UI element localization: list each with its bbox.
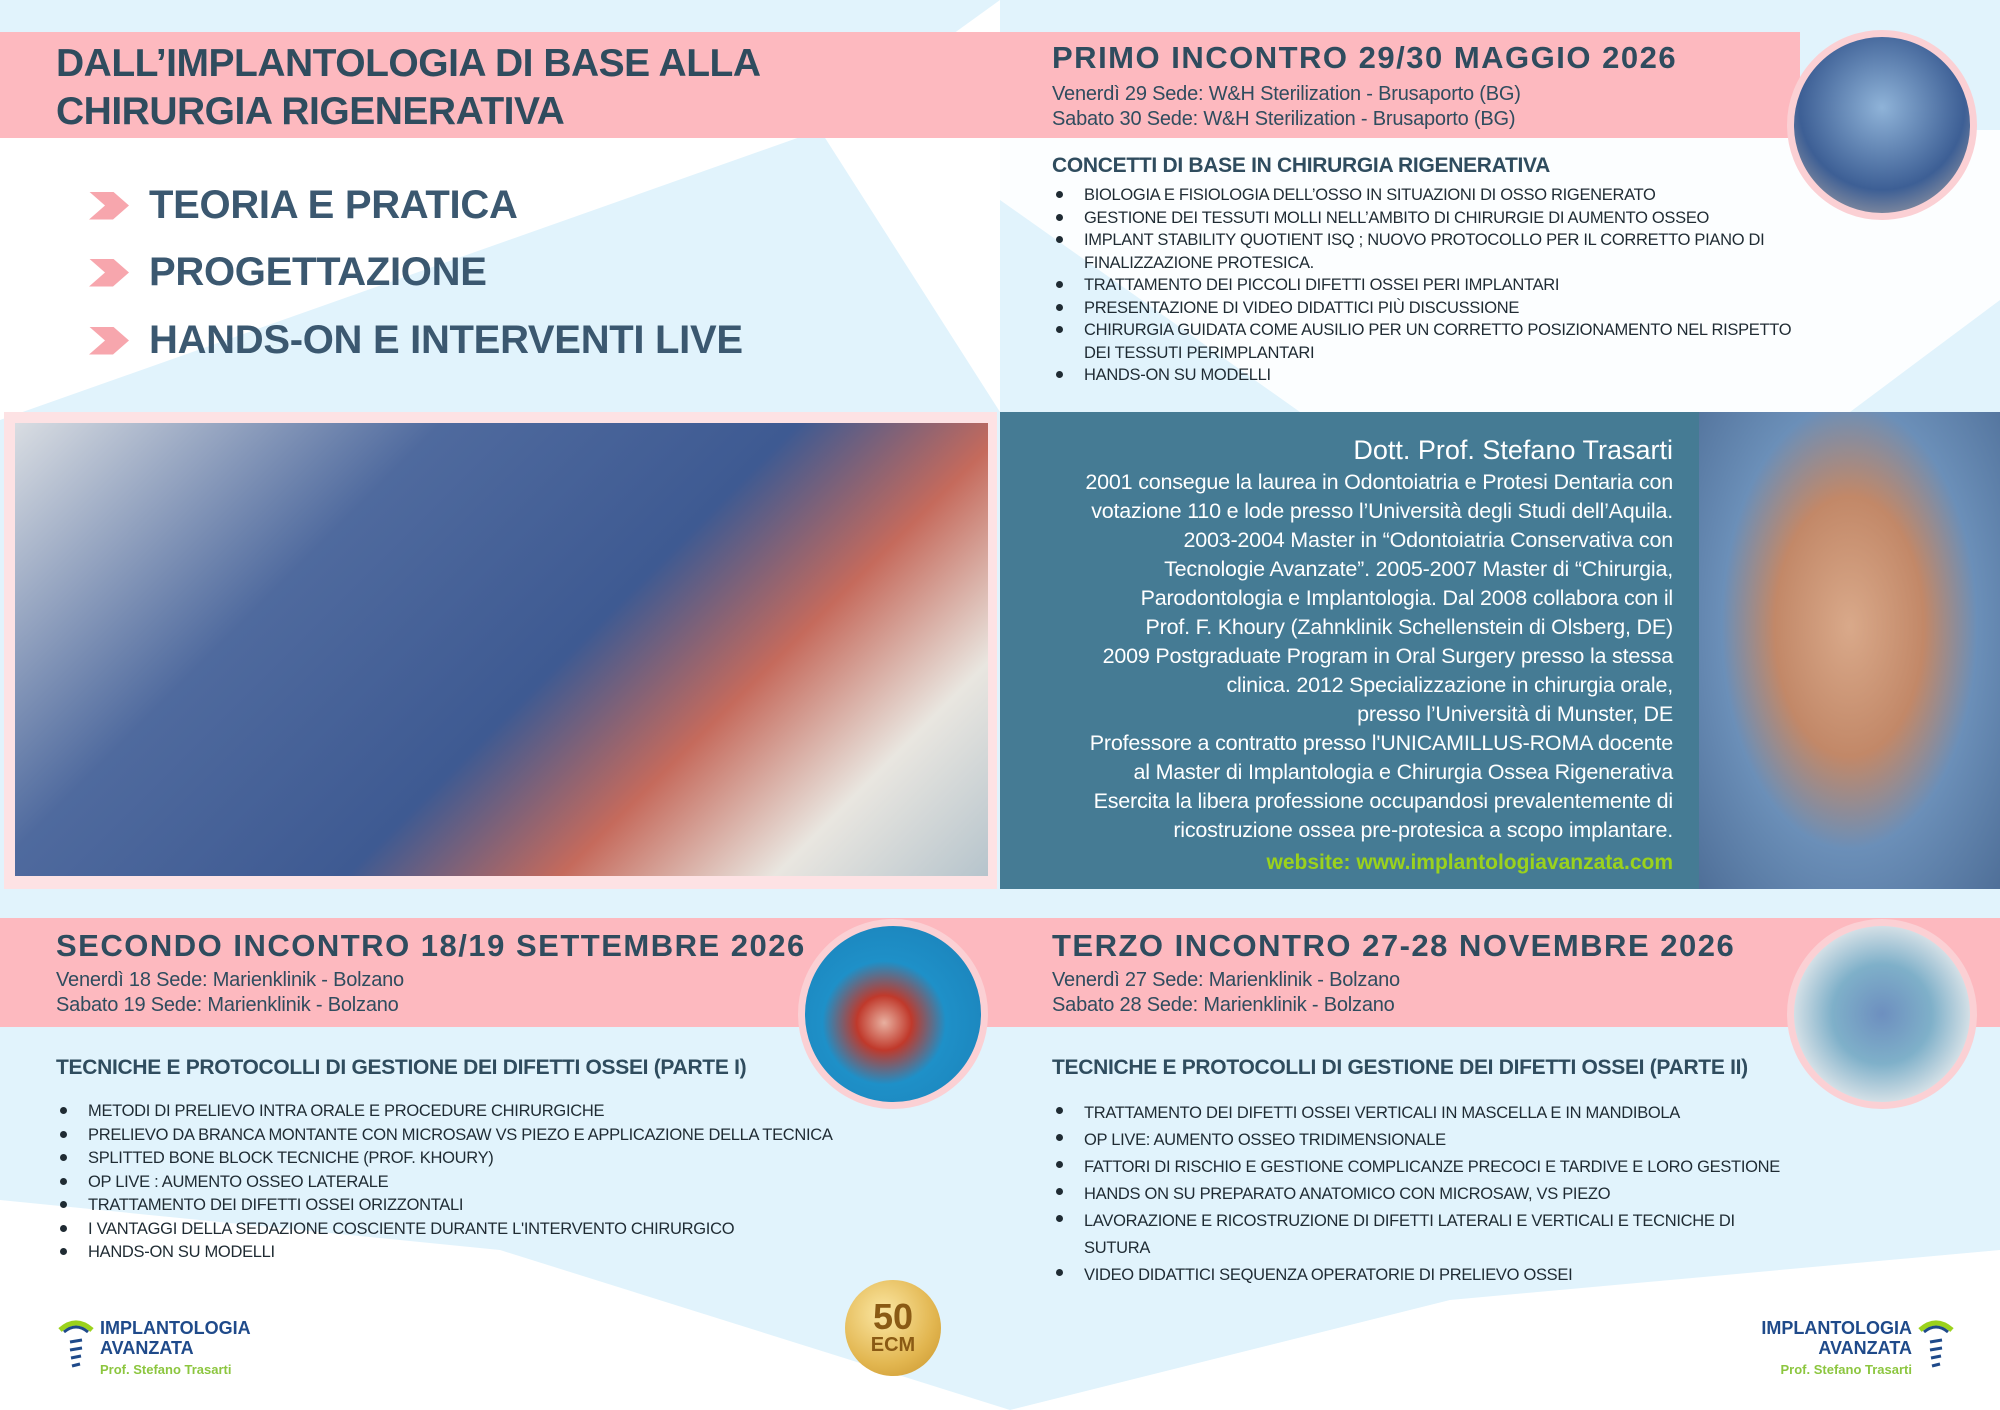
photo-frame (4, 412, 997, 889)
topic-list (1052, 184, 1812, 387)
bio-line: clinica. 2012 Specializzazione in chirurgia orale, (1226, 673, 1673, 697)
meeting-date: Sabato 28 Sede: Marienklinik - Bolzano (1052, 994, 1395, 1016)
list-item: CHIRURGIA GUIDATA COME AUSILIO PER UN CORRETTO POSIZIONAMENTO NEL RISPETTO DEI TESSUTI PERIMPLANTARI (1052, 319, 1812, 364)
title-line: DALL’IMPLANTOLOGIA DI BASE ALLA (56, 42, 761, 85)
logo-text: AVANZATA (1818, 1338, 1912, 1358)
implant-logo-icon (56, 1318, 96, 1378)
bio-line: Professore a contratto presso l'UNICAMILLUS-ROMA docente (1089, 731, 1673, 755)
feature-design (89, 250, 487, 295)
meeting-date: Sabato 19 Sede: Marienklinik - Bolzano (56, 994, 399, 1016)
list-item: FATTORI DI RISCHIO E GESTIONE COMPLICANZE PRECOCI E TARDIVE E LORO GESTIONE (1052, 1154, 1792, 1181)
list-item: SPLITTED BONE BLOCK TECNICHE (PROF. KHOURY) (56, 1147, 846, 1171)
list-item: IMPLANT STABILITY QUOTIENT ISQ ; NUOVO PROTOCOLLO PER IL CORRETTO PIANO DI FINALIZZAZIONE PROTESICA. (1052, 229, 1812, 274)
topic-list (56, 1100, 846, 1265)
meeting-topic: TECNICHE E PROTOCOLLI DI GESTIONE DEI DIFETTI OSSEI (PARTE II) (1052, 1056, 1748, 1079)
surgery-photo-circle (1787, 30, 1977, 220)
badge-label: ECM (870, 1334, 916, 1356)
list-item: TRATTAMENTO DEI PICCOLI DIFETTI OSSEI PERI IMPLANTARI (1052, 274, 1812, 297)
doctor-portrait (1699, 412, 2000, 889)
meeting-date: Venerdì 27 Sede: Marienklinik - Bolzano (1052, 969, 1400, 991)
logo-subtitle: Prof. Stefano Trasarti (100, 1362, 232, 1377)
bio-panel (1000, 412, 1699, 889)
list-item: GESTIONE DEI TESSUTI MOLLI NELL’AMBITO DI CHIRURGIE DI AUMENTO OSSEO (1052, 207, 1812, 230)
meeting-title: PRIMO INCONTRO 29/30 MAGGIO 2026 (1052, 40, 1678, 75)
bio-line: ricostruzione ossea pre-protesica a scopo implantare. (1173, 818, 1673, 842)
chevron-icon (89, 327, 129, 355)
meeting-date: Sabato 30 Sede: W&H Sterilization - Brusaporto (BG) (1052, 108, 1516, 130)
logo-text: IMPLANTOLOGIA (100, 1318, 251, 1338)
logo-text: IMPLANTOLOGIA (1761, 1318, 1912, 1338)
page-title (56, 40, 761, 136)
bio-line: Tecnologie Avanzate”. 2005-2007 Master di “Chirurgia, (1164, 557, 1673, 581)
bio-line: presso l’Università di Munster, DE (1357, 702, 1673, 726)
list-item: VIDEO DIDATTICI SEQUENZA OPERATORIE DI PRELIEVO OSSEI (1052, 1262, 1792, 1289)
bio-line: al Master di Implantologia e Chirurgia Ossea Rigenerativa (1133, 760, 1673, 784)
operating-room-photo-circle (1787, 919, 1977, 1109)
meeting-topic: TECNICHE E PROTOCOLLI DI GESTIONE DEI DIFETTI OSSEI (PARTE I) (56, 1056, 747, 1079)
bio-line: Parodontologia e Implantologia. Dal 2008 collabora con il (1140, 586, 1673, 610)
list-item: PRESENTAZIONE DI VIDEO DIDATTICI PIÙ DISCUSSIONE (1052, 297, 1812, 320)
meeting-topic: CONCETTI DI BASE IN CHIRURGIA RIGENERATIVA (1052, 154, 1551, 177)
bio-line: 2003-2004 Master in “Odontoiatria Conservativa con (1183, 528, 1673, 552)
topic-list (1052, 1100, 1792, 1289)
feature-label: TEORIA E PRATICA (149, 183, 518, 227)
meeting-date: Venerdì 18 Sede: Marienklinik - Bolzano (56, 969, 404, 991)
feature-label: HANDS-ON E INTERVENTI LIVE (149, 318, 743, 362)
list-item: HANDS-ON SU MODELLI (1052, 364, 1812, 387)
ecm-badge (845, 1280, 941, 1376)
badge-number: 50 (872, 1296, 914, 1337)
feature-label: PROGETTAZIONE (149, 250, 487, 294)
meeting-1 (1052, 40, 1812, 387)
bio-line: Prof. F. Khoury (Zahnklinik Schellenstein di Olsberg, DE) (1145, 615, 1673, 639)
meeting-2 (56, 928, 856, 1265)
logo-text: AVANZATA (100, 1338, 194, 1358)
list-item: HANDS ON SU PREPARATO ANATOMICO CON MICROSAW, VS PIEZO (1052, 1181, 1792, 1208)
list-item: LAVORAZIONE E RICOSTRUZIONE DI DIFETTI LATERALI E VERTICALI E TECNICHE DI SUTURA (1052, 1208, 1792, 1262)
chevron-icon (89, 259, 129, 287)
list-item: I VANTAGGI DELLA SEDAZIONE COSCIENTE DURANTE L'INTERVENTO CHIRURGICO (56, 1218, 846, 1242)
logo-left (56, 1318, 251, 1378)
bio-line: Esercita la libera professione occupandosi prevalentemente di (1093, 789, 1673, 813)
list-item: TRATTAMENTO DEI DIFETTI OSSEI VERTICALI IN MASCELLA E IN MANDIBOLA (1052, 1100, 1792, 1127)
meeting-title: SECONDO INCONTRO 18/19 SETTEMBRE 2026 (56, 928, 806, 963)
meeting-title: TERZO INCONTRO 27-28 NOVEMBRE 2026 (1052, 928, 1736, 963)
meeting-date: Venerdì 29 Sede: W&H Sterilization - Brusaporto (BG) (1052, 83, 1521, 105)
doctor-name: Dott. Prof. Stefano Trasarti (1353, 435, 1673, 465)
bio-line: 2001 consegue la laurea in Odontoiatria e Protesi Dentaria con (1085, 470, 1673, 494)
list-item: OP LIVE : AUMENTO OSSEO LATERALE (56, 1171, 846, 1195)
logo-subtitle: Prof. Stefano Trasarti (1780, 1362, 1912, 1377)
chevron-icon (89, 192, 129, 220)
list-item: METODI DI PRELIEVO INTRA ORALE E PROCEDURE CHIRURGICHE (56, 1100, 846, 1124)
list-item: TRATTAMENTO DEI DIFETTI OSSEI ORIZZONTALI (56, 1194, 846, 1218)
meeting-3 (1052, 928, 1812, 1289)
bio-line: votazione 110 e lode presso l’Università degli Studi dell’Aquila. (1091, 499, 1673, 523)
website-link[interactable]: website: www.implantologiavanzata.com (1266, 851, 1673, 874)
list-item: BIOLOGIA E FISIOLOGIA DELL’OSSO IN SITUAZIONI DI OSSO RIGENERATO (1052, 184, 1812, 207)
bone-block-photo-circle (798, 919, 988, 1109)
list-item: PRELIEVO DA BRANCA MONTANTE CON MICROSAW VS PIEZO E APPLICAZIONE DELLA TECNICA (56, 1124, 846, 1148)
list-item: HANDS-ON SU MODELLI (56, 1241, 846, 1265)
surgery-photo (15, 423, 988, 876)
title-line: CHIRURGIA RIGENERATIVA (56, 90, 565, 133)
list-item: OP LIVE: AUMENTO OSSEO TRIDIMENSIONALE (1052, 1127, 1792, 1154)
bio-line: 2009 Postgraduate Program in Oral Surgery presso la stessa (1102, 644, 1673, 668)
logo-right (1761, 1318, 1956, 1378)
implant-logo-icon (1916, 1318, 1956, 1378)
feature-hands-on (89, 318, 743, 363)
feature-theory (89, 183, 518, 228)
